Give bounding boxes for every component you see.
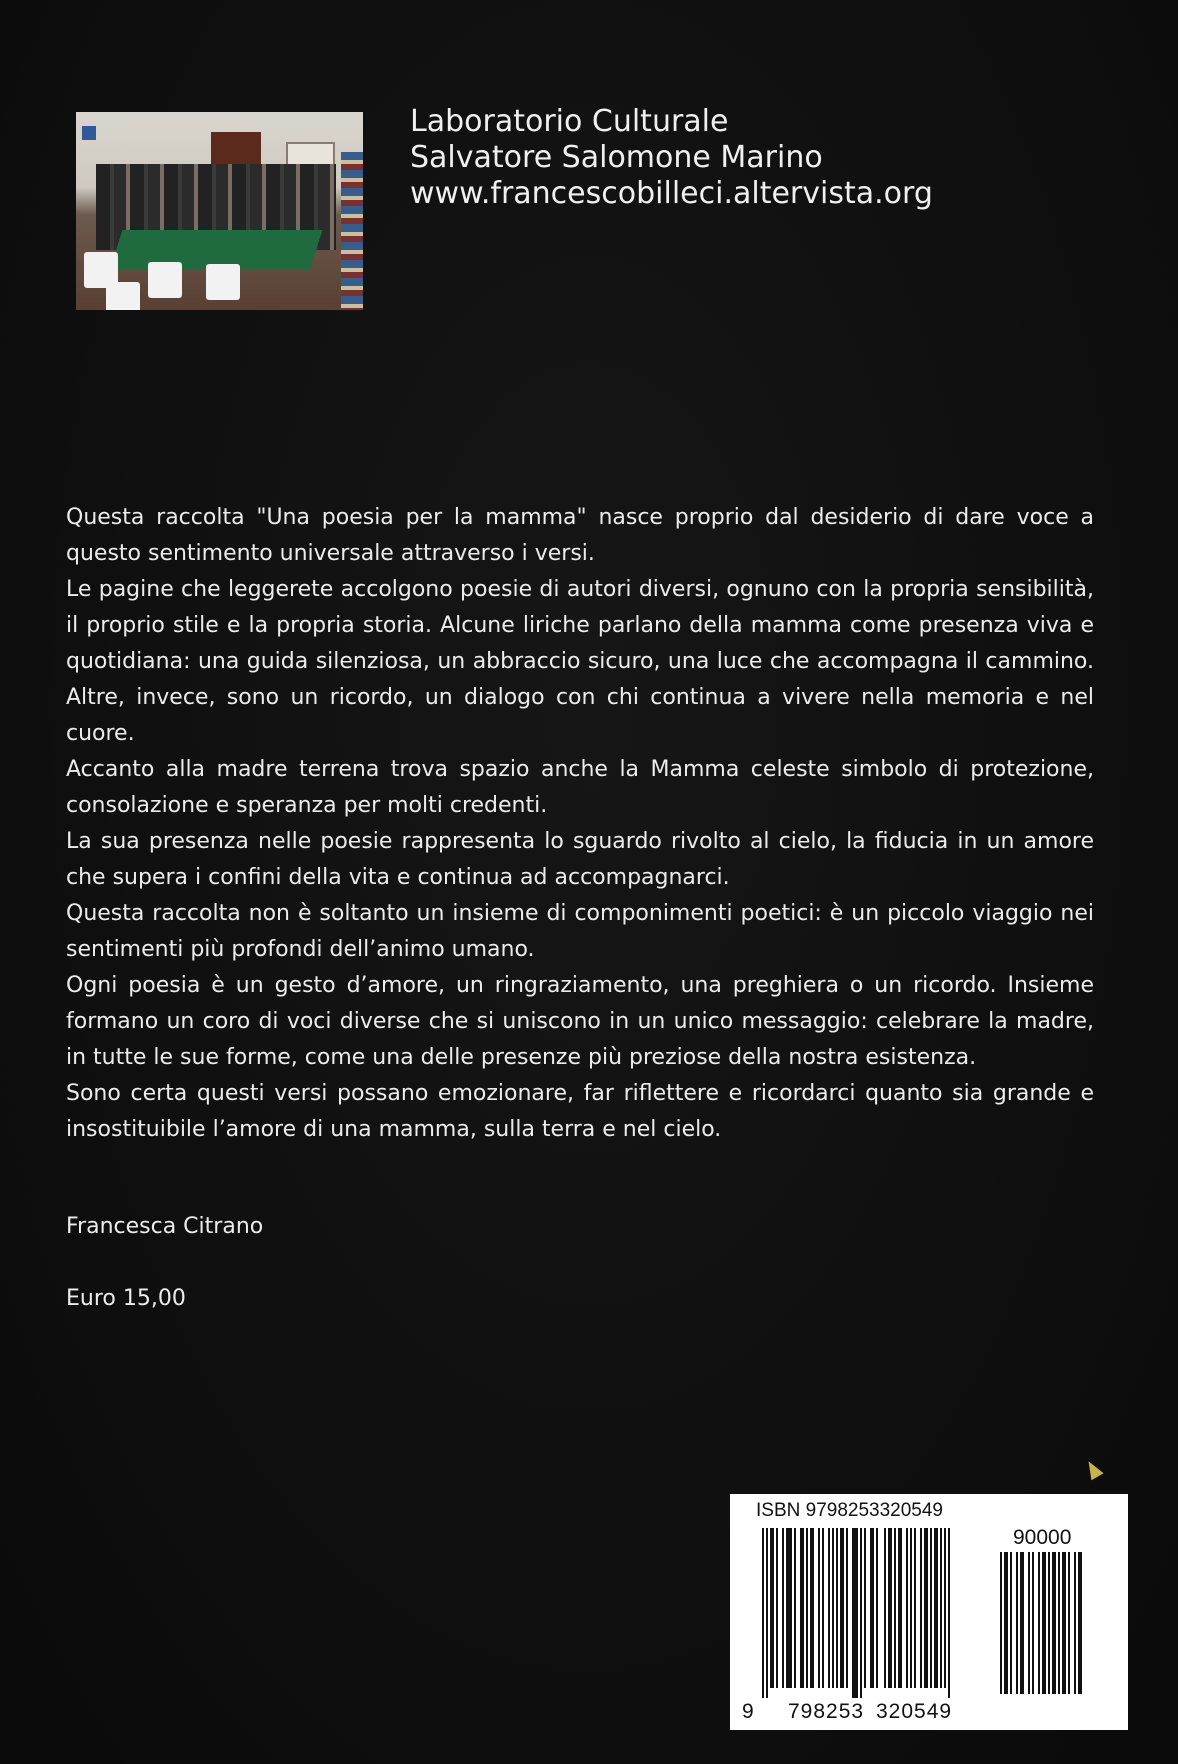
addon-code: 90000 [1013, 1526, 1072, 1549]
barcode-bars [762, 1528, 988, 1698]
paragraph: Ogni poesia è un gesto d’amore, un ringraziamento, una preghiera o un ricordo. Insieme formano un coro di voci diverse che si uniscono in un unico messaggio: celebrare la madre, in tutte le sue forme, come una delle presenze più preziose della nostra esistenza. [66, 973, 1094, 1070]
organization-block [410, 104, 933, 212]
isbn-barcode [730, 1494, 1128, 1730]
barcode-digits-group1: 798253 [788, 1700, 865, 1723]
dust-speck [1082, 1458, 1103, 1481]
price-label: Euro 15,00 [66, 1286, 186, 1311]
author-signature: Francesca Citrano [66, 1214, 264, 1239]
website-url: www.francescobilleci.altervista.org [410, 176, 933, 211]
group-photo [76, 112, 363, 310]
photo-sign [82, 126, 96, 140]
paragraph: Accanto alla madre terrena trova spazio anche la Mamma celeste simbolo di protezione, consolazione e speranza per molti credenti. [66, 757, 1094, 818]
barcode-digits-group2: 320549 [876, 1700, 953, 1723]
paragraph: Sono certa questi versi possano emozionare, far riflettere e ricordarci quanto sia grande e insostituibile l’amore di una mamma, sulla terra e nel cielo. [66, 1081, 1094, 1142]
photo-chair [148, 262, 182, 298]
paragraph: La sua presenza nelle poesie rappresenta lo sguardo rivolto al cielo, la fiducia in un amore che supera i confini della vita e continua ad accompagnarci. [66, 829, 1094, 890]
paragraph: Questa raccolta "Una poesia per la mamma" nasce proprio dal desiderio di dare voce a questo sentimento universale attraverso i versi. [66, 505, 1094, 566]
paragraph: Le pagine che leggerete accolgono poesie di autori diversi, ognuno con la propria sensibilità, il proprio stile e la propria storia. Alcune liriche parlano della mamma come presenza viva e quotidiana: una guida silenziosa, un abbraccio sicuro, una luce che accompagna il cammino. Altre, invece, sono un ricordo, un dialogo con chi continua a vivere nella memoria e nel cuore. [66, 577, 1094, 746]
blurb-text [66, 500, 1094, 1148]
barcode-digit-first: 9 [742, 1700, 754, 1723]
photo-bookshelf [341, 152, 363, 310]
photo-chair [106, 282, 140, 310]
addon-bars [1000, 1552, 1104, 1694]
paragraph: Questa raccolta non è soltanto un insieme di componimenti poetici: è un piccolo viaggio nei sentimenti più profondi dell’animo umano. [66, 901, 1094, 962]
photo-chair [206, 264, 240, 300]
org-name-line2: Salvatore Salomone Marino [410, 140, 823, 175]
isbn-label: ISBN 9798253320549 [756, 1500, 943, 1521]
org-name-line1: Laboratorio Culturale [410, 104, 729, 139]
